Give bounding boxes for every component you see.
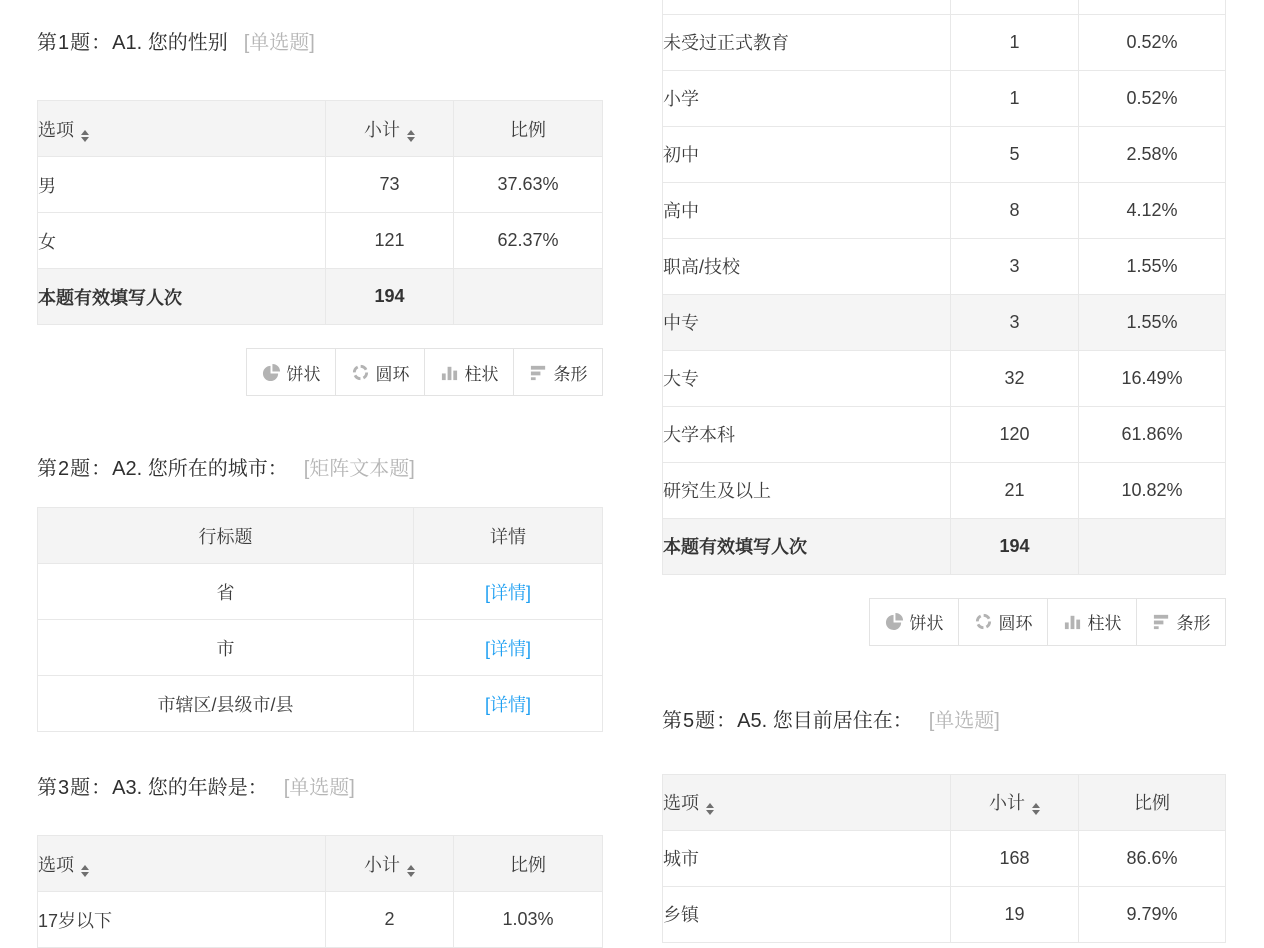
question-title-q2 <box>37 454 603 484</box>
question-title-q1 <box>37 28 603 58</box>
column-header-detail: 详情 <box>414 508 603 564</box>
total-count: 194 <box>326 269 454 325</box>
table-row <box>663 462 1226 518</box>
bar-chart-icon <box>1152 612 1171 631</box>
ratio-cell: 16.49% <box>1079 350 1226 406</box>
count-cell: 5 <box>951 126 1079 182</box>
pie-chart-icon <box>885 612 904 631</box>
question-type-badge: [单选题] <box>283 777 355 799</box>
column-chart-icon <box>1063 612 1082 631</box>
table-row <box>38 213 603 269</box>
question-text: A3. 您的年龄是： <box>112 777 268 799</box>
ratio-cell: 1.03% <box>454 892 603 948</box>
column-header-subtotal[interactable]: 小计 <box>326 101 454 157</box>
table-row <box>663 406 1226 462</box>
right-column <box>662 0 1226 943</box>
count-cell: 8 <box>951 182 1079 238</box>
option-cell: 乡镇 <box>663 886 951 942</box>
ring-chart-button[interactable]: 圆环 <box>958 598 1048 646</box>
option-cell: 大专 <box>663 350 951 406</box>
column-header-ratio: 比例 <box>1079 774 1226 830</box>
table-row <box>663 14 1226 70</box>
question-text: A2. 您所在的城市： <box>112 458 288 480</box>
ring-chart-button[interactable]: 圆环 <box>335 348 425 396</box>
question-title-q3 <box>37 773 603 803</box>
table-row <box>663 238 1226 294</box>
total-ratio-empty <box>454 269 603 325</box>
table-row <box>663 886 1226 942</box>
sort-icon <box>81 130 89 142</box>
question-text: A5. 您目前居住在： <box>737 709 913 732</box>
column-header-subtotal[interactable]: 小计 <box>951 774 1079 830</box>
ratio-cell: 10.82% <box>1079 462 1226 518</box>
option-cell: 中专 <box>663 294 951 350</box>
table-row <box>38 676 603 732</box>
count-cell: 1 <box>951 70 1079 126</box>
question-type-badge: [单选题] <box>243 32 315 54</box>
detail-cell <box>414 620 603 676</box>
column-header-option[interactable]: 选项 <box>38 836 326 892</box>
option-cell: 未受过正式教育 <box>663 14 951 70</box>
count-cell: 1 <box>951 14 1079 70</box>
table-header-row <box>38 836 603 892</box>
ring-chart-icon <box>351 363 370 382</box>
q1-stats-table <box>37 100 603 325</box>
question-type-badge: [单选题] <box>928 709 1000 732</box>
ratio-cell: 0.52% <box>1079 70 1226 126</box>
q1-chart-type-buttons <box>37 348 603 396</box>
option-cell: 研究生及以上 <box>663 462 951 518</box>
count-cell: 73 <box>326 157 454 213</box>
table-row <box>38 157 603 213</box>
count-cell: 121 <box>326 213 454 269</box>
question-title-q5 <box>662 706 1226 736</box>
count-cell: 168 <box>951 830 1079 886</box>
column-header-ratio: 比例 <box>454 836 603 892</box>
total-label: 本题有效填写人次 <box>663 518 951 574</box>
total-row <box>38 269 603 325</box>
count-cell: 3 <box>951 238 1079 294</box>
detail-cell <box>414 564 603 620</box>
bar-chart-icon <box>529 363 548 382</box>
count-cell: 21 <box>951 462 1079 518</box>
sort-icon <box>706 803 714 815</box>
column-chart-button[interactable]: 柱状 <box>1047 598 1137 646</box>
total-row <box>663 518 1226 574</box>
row-title-cell: 市辖区/县级市/县 <box>38 676 414 732</box>
table-row <box>38 892 603 948</box>
question-number: 第2题： <box>37 458 113 480</box>
option-cell: 大学本科 <box>663 406 951 462</box>
table-row-hovered <box>663 294 1226 350</box>
sort-icon <box>407 130 415 142</box>
column-chart-button[interactable]: 柱状 <box>424 348 514 396</box>
question-number: 第3题： <box>37 777 113 799</box>
detail-link[interactable]: [详情] <box>484 582 531 603</box>
ratio-cell: 9.79% <box>1079 886 1226 942</box>
ratio-cell: 1.55% <box>1079 238 1226 294</box>
total-label: 本题有效填写人次 <box>38 269 326 325</box>
q4-stats-table <box>662 0 1226 575</box>
table-row <box>38 564 603 620</box>
ratio-cell: 61.86% <box>1079 406 1226 462</box>
total-ratio-empty <box>1079 518 1226 574</box>
ratio-cell: 4.12% <box>1079 182 1226 238</box>
option-cell: 女 <box>38 213 326 269</box>
table-row <box>663 70 1226 126</box>
count-cell: 3 <box>951 294 1079 350</box>
table-row <box>663 350 1226 406</box>
table-header-row <box>663 774 1226 830</box>
sort-icon <box>81 865 89 877</box>
table-row <box>38 620 603 676</box>
question-type-badge: [矩阵文本题] <box>303 458 415 480</box>
column-header-ratio: 比例 <box>454 101 603 157</box>
left-column <box>37 0 603 948</box>
sort-icon <box>407 865 415 877</box>
ring-chart-icon <box>974 612 993 631</box>
column-chart-icon <box>440 363 459 382</box>
ratio-cell: 0.52% <box>1079 14 1226 70</box>
option-cell: 小学 <box>663 70 951 126</box>
count-cell: 32 <box>951 350 1079 406</box>
count-cell: 120 <box>951 406 1079 462</box>
option-cell: 17岁以下 <box>38 892 326 948</box>
column-header-option[interactable]: 选项 <box>38 101 326 157</box>
bar-chart-button[interactable]: 条形 <box>1136 598 1226 646</box>
option-cell: 初中 <box>663 126 951 182</box>
row-title-cell: 省 <box>38 564 414 620</box>
clipped-row <box>663 0 1226 14</box>
option-cell: 城市 <box>663 830 951 886</box>
question-text: A1. 您的性别 <box>112 32 228 54</box>
column-header-option[interactable]: 选项 <box>663 774 951 830</box>
count-cell: 2 <box>326 892 454 948</box>
sort-icon <box>1032 803 1040 815</box>
option-cell: 男 <box>38 157 326 213</box>
bar-chart-button[interactable]: 条形 <box>513 348 603 396</box>
detail-link[interactable]: [详情] <box>484 694 531 715</box>
table-row <box>663 126 1226 182</box>
ratio-cell: 37.63% <box>454 157 603 213</box>
column-header-subtotal[interactable]: 小计 <box>326 836 454 892</box>
pie-chart-button[interactable]: 饼状 <box>246 348 336 396</box>
option-cell: 高中 <box>663 182 951 238</box>
q4-chart-type-buttons <box>662 598 1226 646</box>
ratio-cell: 62.37% <box>454 213 603 269</box>
row-title-cell: 市 <box>38 620 414 676</box>
question-number: 第5题： <box>662 709 738 732</box>
detail-cell <box>414 676 603 732</box>
table-row <box>663 182 1226 238</box>
ratio-cell: 2.58% <box>1079 126 1226 182</box>
pie-chart-button[interactable]: 饼状 <box>869 598 959 646</box>
table-row <box>663 830 1226 886</box>
ratio-cell: 86.6% <box>1079 830 1226 886</box>
column-header-row-title: 行标题 <box>38 508 414 564</box>
ratio-cell: 1.55% <box>1079 294 1226 350</box>
pie-chart-icon <box>262 363 281 382</box>
total-count: 194 <box>951 518 1079 574</box>
count-cell: 19 <box>951 886 1079 942</box>
question-number: 第1题： <box>37 32 113 54</box>
detail-link[interactable]: [详情] <box>484 638 531 659</box>
q2-matrix-table <box>37 507 603 732</box>
table-header-row <box>38 508 603 564</box>
option-cell: 职高/技校 <box>663 238 951 294</box>
q3-stats-table <box>37 835 603 948</box>
q5-stats-table <box>662 774 1226 943</box>
table-header-row <box>38 101 603 157</box>
